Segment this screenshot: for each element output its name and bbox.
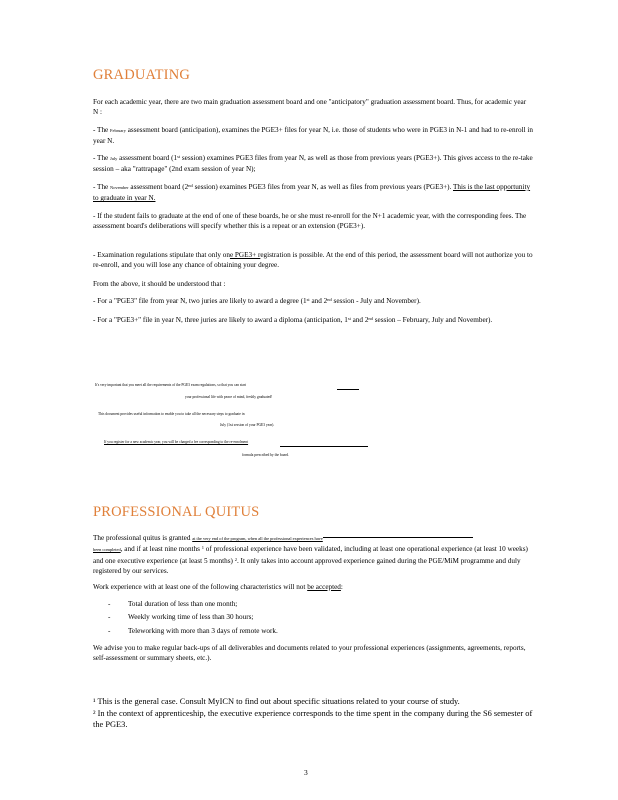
note-reenrolment-underline	[280, 446, 368, 447]
quitus-not-accepted: Work experience with at least one of the following characteristics will not be accepted:	[93, 583, 343, 591]
graduating-fail-rule: - If the student fails to graduate at the end of one of these boards, he or she must re-enroll for the N+1 academic year, with the corresponding fees. The assessment board's deliberations will specify whether this is a repeat or an extension (PGE3+).	[93, 212, 527, 231]
graduating-title: GRADUATING	[93, 67, 191, 83]
list-item: - Total duration of less than one month;	[108, 598, 528, 611]
footnote-1: ¹ This is the general case. Consult MyICN to find out about specific situations related to your course of study.	[93, 697, 460, 706]
graduating-registration-rule: - Examination regulations stipulate that only one PGE3+ registration is possible. At the end of this period, the assessment board will not authorize you to re-enroll, and you will lose any chance of obtaining your degree.	[93, 251, 533, 270]
graduating-intro: For each academic year, there are two main graduation assessment board and one "anticipatory" graduation assessment board. Thus, for academic year N :	[93, 98, 527, 117]
note-document-info: This document provides useful information to enable you to take all the necessary steps to graduate in	[98, 412, 245, 416]
quitus-exclusion-list	[108, 598, 528, 638]
quitus-title: PROFESSIONAL QUITUS	[93, 504, 260, 520]
graduating-pge3-juries: - For a "PGE3" file from year N, two juries are likely to award a degree (1st and 2nd session - July and November).	[93, 297, 421, 305]
graduating-november-board: - The November assessment board (2nd session) examines PGE3 files from year N, as well as files from previous years (PGE3+). This is the last opportunity to graduate in year N.	[93, 183, 531, 203]
footnote-2: ² In the context of apprenticeship, the executive experience corresponds to the time spent in the company during the S6 semester of the PGE3.	[93, 709, 533, 729]
note-board-formula: formula prescribed by the board.	[242, 453, 290, 457]
quitus-granted: The professional quitus is granted at the very end of the program, when all the professional experiences have been completed, and if at least nine months $^1$ of professional experience have been validated, including at least one operational experience (at least 10 weeks) and one executive experience (at least 5 months) $^2$. It only takes into account approved experience gained during the PGE/MiM programme and duly registered by our services.	[93, 534, 528, 576]
list-item: - Weekly working time of less than 30 hours;	[108, 611, 528, 624]
page-number: 3	[304, 768, 308, 777]
note-reenrolment-fee: If you register for a new academic year, you will be charged a fee corresponding to the re-enrolment	[104, 440, 249, 444]
note-requirements: It's very important that you meet all the requirements of the PGE3 exam regulations, so that you can start	[95, 383, 247, 387]
graduating-summary-intro: From the above, it should be understood that :	[93, 280, 226, 288]
graduating-pge3plus-juries: - For a "PGE3+" file in year N, three juries are likely to award a diploma (anticipation, 1st and 2nd session – February, July and November).	[93, 316, 493, 324]
list-item: - Teleworking with more than 3 days of remote work.	[108, 625, 528, 638]
note-underline	[337, 389, 359, 390]
graduating-february-board: - The February assessment board (anticipation), examines the PGE3+ files for year N, i.e. those of students who were in PGE3 in N-1 and had to re-enroll in year N.	[93, 126, 533, 146]
graduating-july-board: - The July assessment board (1st session) examines PGE3 files from year N, as well as those from previous years (PGE3+). This gives access to the re-take session – aka "rattrapage" (2nd exam session of year N);	[93, 154, 533, 174]
note-peace-of-mind: your professional life with peace of mind, freshly graduated!	[185, 395, 273, 399]
note-july-session: July (1st session of your PGE3 year).	[220, 422, 275, 427]
quitus-backup-advice: We advise you to make regular back-ups of all deliverables and documents related to your professional experiences (assignments, agreements, reports, self-assessment or summary sheets, etc.).	[93, 644, 526, 663]
